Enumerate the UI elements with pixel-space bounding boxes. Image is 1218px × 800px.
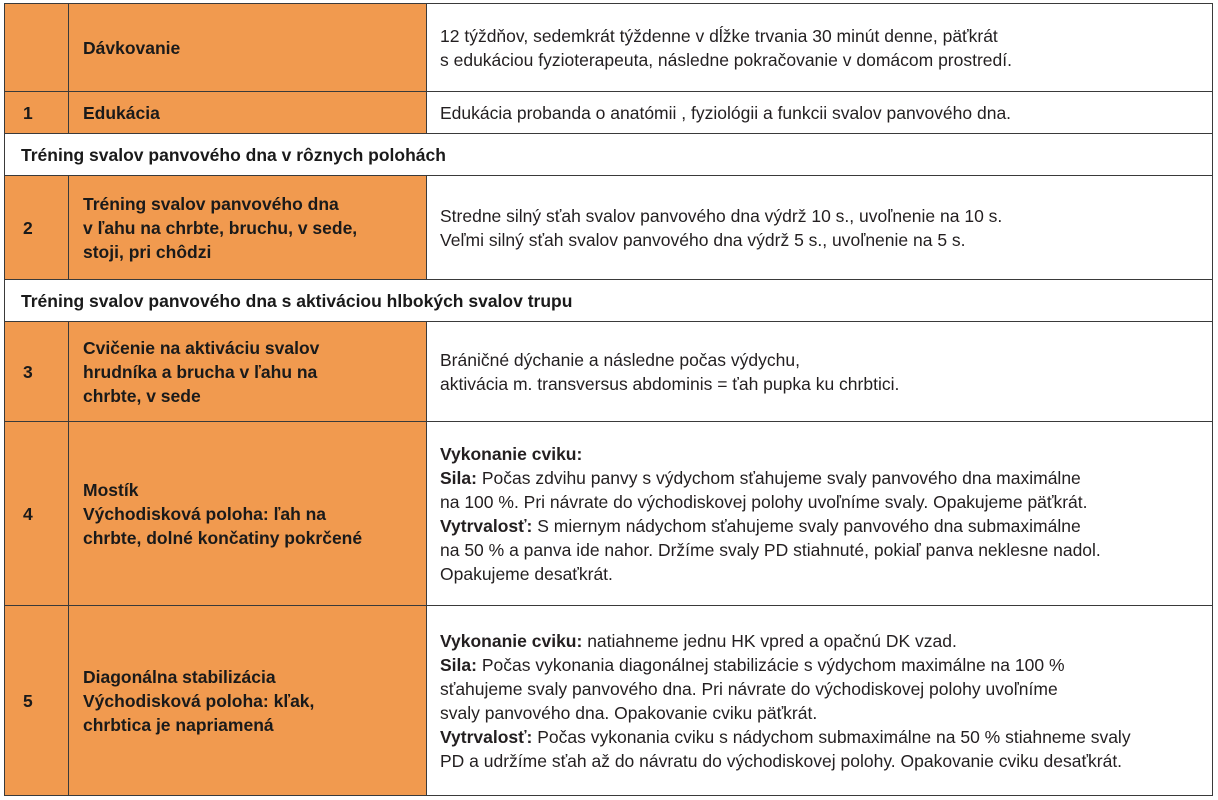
row-1-label-cell — [69, 92, 427, 134]
section-2-heading: Tréning svalov panvového dna s aktiváciou hlbokých svalov trupu — [5, 280, 1213, 322]
exercise-program-table-wrapper — [4, 3, 1212, 796]
row-4-label-line-3: chrbte, dolné končatiny pokrčené — [83, 527, 363, 548]
dosage-line-1: 12 týždňov, sedemkrát týždenne v dĺžke trvania 30 minút denne, päťkrát — [440, 25, 998, 46]
row-5-label-line-3: chrbtica je napriamená — [83, 714, 274, 735]
row-5-vytrvalost-line-1 — [440, 725, 1198, 749]
row-4-vytrvalost-line-1 — [440, 514, 1198, 538]
row-4-sila-label: Sila: — [440, 467, 477, 488]
table-row-5 — [5, 606, 1213, 796]
row-5-number: 5 — [5, 606, 69, 796]
row-5-sila-line-2: sťahujeme svaly panvového dna. Pri návrate do východiskovej polohy uvoľníme — [440, 678, 1058, 699]
row-4-label-line-2: Východisková poloha: ľah na — [83, 503, 327, 524]
dosage-label-cell — [69, 4, 427, 92]
section-1-heading: Tréning svalov panvového dna v rôznych polohách — [5, 134, 1213, 176]
table-row-3 — [5, 322, 1213, 422]
row-5-label-line-2: Východisková poloha: kľak, — [83, 690, 315, 711]
row-5-sila-text-1: Počas vykonania diagonálnej stabilizácie s výdychom maximálne na 100 % — [476, 654, 1065, 675]
row-2-line-2: Veľmi silný sťah svalov panvového dna výdrž 5 s., uvoľnenie na 5 s. — [440, 229, 966, 250]
row-5-sila-label: Sila: — [440, 654, 477, 675]
row-1-line-1: Edukácia probanda o anatómii , fyziológii a funkcii svalov panvového dna. — [440, 102, 1012, 123]
dosage-label: Dávkovanie — [83, 37, 181, 58]
table-row-dosage — [5, 4, 1213, 92]
row-4-sila-text-1: Počas zdvihu panvy s výdychom sťahujeme svaly panvového dna maximálne — [476, 467, 1081, 488]
row-3-line-2: aktivácia m. transversus abdominis = ťah pupka ku chrbtici. — [440, 373, 900, 394]
row-2-number: 2 — [5, 176, 69, 280]
dosage-line-2: s edukáciou fyzioterapeuta, následne pokračovanie v domácom prostredí. — [440, 49, 1012, 70]
row-5-label-cell — [69, 606, 427, 796]
row-2-label-line-3: stoji, pri chôdzi — [83, 241, 212, 262]
row-5-vytrvalost-line-2: PD a udržíme sťah až do návratu do východiskovej polohy. Opakovanie cviku desaťkrát. — [440, 750, 1123, 771]
row-2-line-1: Stredne silný sťah svalov panvového dna výdrž 10 s., uvoľnenie na 10 s. — [440, 205, 1003, 226]
table-row-1 — [5, 92, 1213, 134]
row-5-description-cell — [427, 606, 1213, 796]
section-row-1 — [5, 134, 1213, 176]
row-4-sila-line-1 — [440, 466, 1198, 490]
row-4-vytrvalost-label: Vytrvalosť: — [440, 515, 533, 536]
dosage-number-cell — [5, 4, 69, 92]
dosage-description-cell — [427, 4, 1213, 92]
row-3-label-line-3: chrbte, v sede — [83, 385, 201, 406]
table-row-4 — [5, 422, 1213, 606]
row-4-heading: Vykonanie cviku: — [440, 443, 583, 464]
row-4-description-cell — [427, 422, 1213, 606]
row-5-heading-line — [440, 629, 1198, 653]
row-2-label-cell — [69, 176, 427, 280]
row-4-number: 4 — [5, 422, 69, 606]
row-3-label-cell — [69, 322, 427, 422]
row-5-sila-line-1 — [440, 653, 1198, 677]
row-2-label-line-1: Tréning svalov panvového dna — [83, 193, 339, 214]
row-2-description-cell — [427, 176, 1213, 280]
row-1-description-cell — [427, 92, 1213, 134]
section-row-2 — [5, 280, 1213, 322]
row-2-label-line-2: v ľahu na chrbte, bruchu, v sede, — [83, 217, 358, 238]
row-5-sila-line-3: svaly panvového dna. Opakovanie cviku päťkrát. — [440, 702, 818, 723]
row-3-number: 3 — [5, 322, 69, 422]
exercise-program-table — [4, 3, 1213, 796]
row-3-description-cell — [427, 322, 1213, 422]
row-3-line-1: Bráničné dýchanie a následne počas výdychu, — [440, 349, 800, 370]
row-3-label-line-1: Cvičenie na aktiváciu svalov — [83, 337, 320, 358]
row-4-vytrvalost-text-1: S miernym nádychom sťahujeme svaly panvového dna submaximálne — [532, 515, 1081, 536]
row-5-heading-rest: natiahneme jednu HK vpred a opačnú DK vzad. — [582, 630, 957, 651]
row-4-label-cell — [69, 422, 427, 606]
row-5-heading: Vykonanie cviku: — [440, 630, 583, 651]
row-5-vytrvalost-text-1: Počas vykonania cviku s nádychom submaximálne na 50 % stiahneme svaly — [532, 726, 1131, 747]
row-4-label-line-1: Mostík — [83, 479, 139, 500]
row-5-label-line-1: Diagonálna stabilizácia — [83, 666, 276, 687]
row-3-label-line-2: hrudníka a brucha v ľahu na — [83, 361, 318, 382]
row-4-sila-line-2: na 100 %. Pri návrate do východiskovej polohy uvoľníme svaly. Opakujeme päťkrát. — [440, 491, 1088, 512]
row-4-vytrvalost-line-3: Opakujeme desaťkrát. — [440, 563, 613, 584]
row-1-label: Edukácia — [83, 102, 160, 123]
table-row-2 — [5, 176, 1213, 280]
row-4-vytrvalost-line-2: na 50 % a panva ide nahor. Držíme svaly PD stiahnuté, pokiaľ panva neklesne nadol. — [440, 539, 1101, 560]
row-1-number: 1 — [5, 92, 69, 134]
row-5-vytrvalost-label: Vytrvalosť: — [440, 726, 533, 747]
